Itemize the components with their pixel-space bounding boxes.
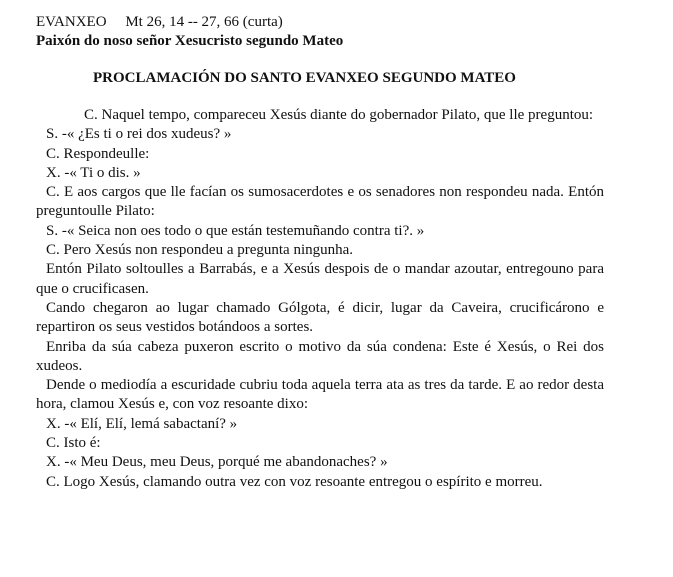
paragraph: X. -« Meu Deus, meu Deus, porqué me abandonaches? » [46, 454, 388, 471]
paragraph: X. -« Ti o dis. » [46, 164, 141, 181]
gospel-label: EVANXEO [36, 14, 107, 30]
paragraph: Entón Pilato soltoulles a Barrabás, e a Xesús despois de o mandar azoutar, entregouno para que o crucificasen. [36, 261, 604, 297]
paragraph: Dende o mediodía a escuridade cubriu toda aquela terra ata as tres da tarde. E ao redor desta hora, clamou Xesús e, con voz resoante dixo: [36, 377, 604, 413]
paragraph: Enriba da súa cabeza puxeron escrito o motivo da súa condena: Este é Xesús, o Rei dos xudeos. [36, 338, 604, 374]
paragraph: X. -« Elí, Elí, lemá sabactaní? » [46, 415, 238, 432]
gospel-header [36, 13, 283, 32]
paragraph: C. E aos cargos que lle facían os sumosacerdotes e os senadores non respondeu nada. Entón preguntoulle Pilato: [36, 184, 604, 220]
paragraph: C. Isto é: [46, 435, 101, 452]
gospel-reference: Mt 26, 14 -- 27, 66 (curta) [125, 14, 283, 30]
paragraph: C. Respondeulle: [46, 145, 150, 162]
paragraph: Cando chegaron ao lugar chamado Gólgota, é dicir, lugar da Caveira, crucificárono e repartiron os seus vestidos botándoos a sortes. [36, 299, 604, 336]
paragraph: S. -« ¿Es ti o rei dos xudeus? » [46, 126, 232, 143]
paragraph: S. -« Seica non oes todo o que están testemuñando contra ti?. » [46, 222, 425, 239]
paragraph: C. Naquel tempo, compareceu Xesús diante do gobernador Pilato, que lle preguntou: [84, 107, 594, 123]
paragraph: C. Logo Xesús, clamando outra vez con voz resoante entregou o espírito e morreu. [46, 473, 543, 490]
proclamation-heading: PROCLAMACIÓN DO SANTO EVANXEO SEGUNDO MATEO [93, 70, 516, 86]
reading-body [36, 106, 604, 492]
reading-title: Paixón do noso señor Xesucristo segundo Mateo [36, 33, 344, 49]
paragraph: C. Pero Xesús non respondeu a pregunta ningunha. [46, 242, 354, 259]
